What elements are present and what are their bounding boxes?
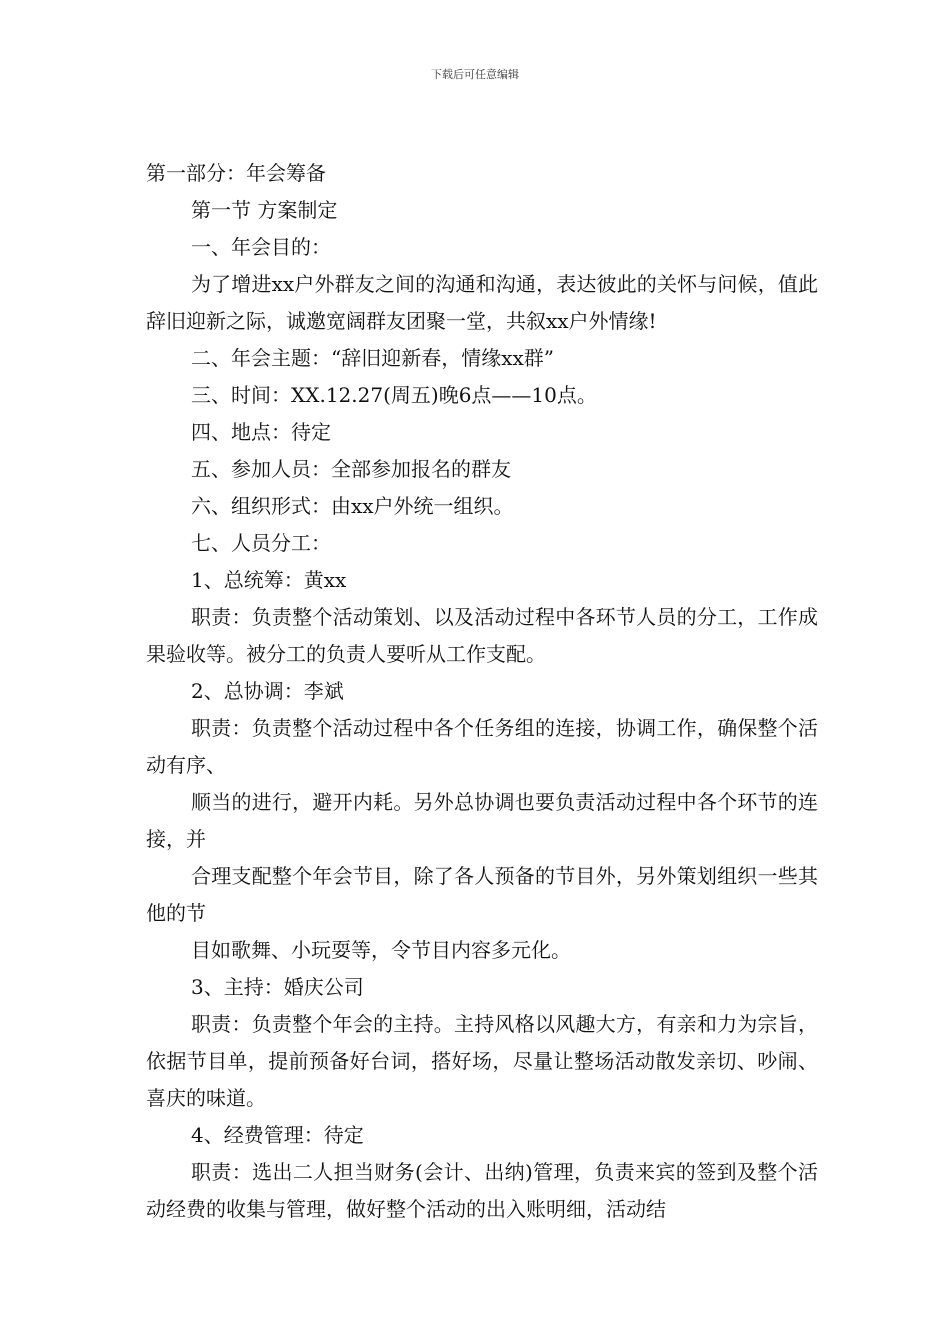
paragraph: 五、参加人员：全部参加报名的群友	[191, 457, 511, 481]
paragraph: 1、总统筹：黄xx	[191, 568, 347, 592]
paragraph: 顺当的进行，避开内耗。另外总协调也要负责活动过程中各个环节的连接，并	[146, 790, 818, 851]
paragraph: 4、经费管理：待定	[191, 1123, 364, 1147]
paragraph: 职责：负责整个活动策划、以及活动过程中各环节人员的分工，工作成果验收等。被分工的负责人要听从工作支配。	[146, 605, 818, 666]
paragraph: 合理支配整个年会节目，除了各人预备的节目外，另外策划组织一些其他的节	[146, 864, 818, 925]
paragraph: 职责：负责整个活动过程中各个任务组的连接，协调工作，确保整个活动有序、	[146, 716, 818, 777]
paragraph: 2、总协调：李斌	[191, 679, 344, 703]
paragraph: 为了增进xx户外群友之间的沟通和沟通，表达彼此的关怀与问候，值此辞旧迎新之际，诚邀宽阔群友团聚一堂，共叙xx户外情缘!	[146, 272, 818, 333]
page-header-note: 下载后可任意编辑	[431, 68, 519, 81]
document-body	[146, 155, 818, 1228]
paragraph: 三、时间：XX.12.27(周五)晚6点——10点。	[191, 383, 597, 407]
paragraph: 七、人员分工：	[191, 531, 331, 555]
paragraph: 六、组织形式：由xx户外统一组织。	[191, 494, 514, 518]
paragraph: 一、年会目的：	[191, 235, 331, 259]
paragraph: 目如歌舞、小玩耍等，令节目内容多元化。	[191, 938, 571, 962]
paragraph: 职责：选出二人担当财务(会计、出纳)管理，负责来宾的签到及整个活动经费的收集与管理，做好整个活动的出入账明细，活动结	[146, 1160, 818, 1221]
paragraph: 四、地点：待定	[191, 420, 331, 444]
paragraph: 职责：负责整个年会的主持。主持风格以风趣大方，有亲和力为宗旨，依据节目单，提前预备好台词，搭好场，尽量让整场活动散发亲切、吵闹、喜庆的味道。	[146, 1012, 818, 1110]
part-title: 第一部分：年会筹备	[146, 161, 326, 185]
section-title: 第一节 方案制定	[191, 198, 338, 222]
paragraph: 3、主持：婚庆公司	[191, 975, 364, 999]
paragraph: 二、年会主题：“辞旧迎新春，情缘xx群”	[191, 346, 555, 370]
